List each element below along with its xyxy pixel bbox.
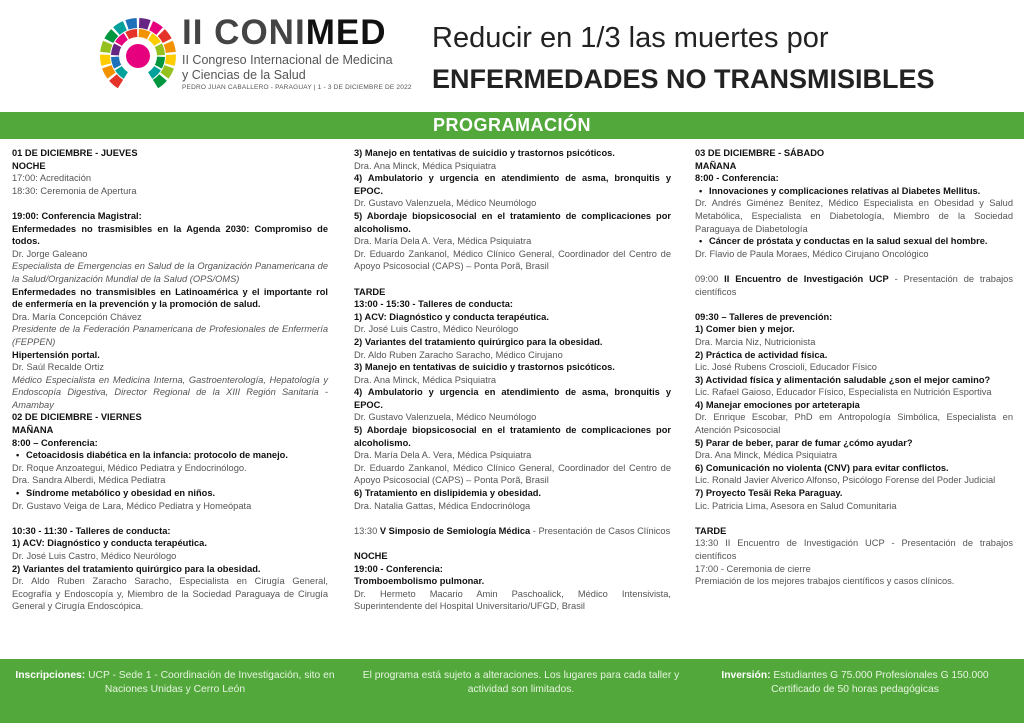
program-line: NOCHE <box>354 551 388 561</box>
program-line: 4) Manejar emociones por arteterapia <box>695 399 860 410</box>
program-line: 1) ACV: Diagnóstico y conducta terapéutica. <box>354 311 549 322</box>
program-line <box>354 525 671 538</box>
brand <box>182 14 412 91</box>
spacer <box>695 260 1013 273</box>
program-line: 2) Variantes del tratamiento quirúrgico para la obesidad. <box>12 563 261 574</box>
logo-segment <box>100 41 112 53</box>
program-line: Dr. Gustavo Valenzuela, Médico Neumólogo <box>354 412 537 423</box>
logo-segment <box>139 18 151 30</box>
program-line: • Innovaciones y complicaciones relativas al Diabetes Mellitus. <box>695 185 1013 198</box>
logo-segment <box>164 41 176 53</box>
spacer <box>695 298 1013 311</box>
program-line: Dr. Jorge Galeano <box>12 248 88 259</box>
program-line: Dr. Eduardo Zankanol, Médico Clínico General, Coordinador del Centro de Apoyo Psicosocial (CAPS) – Ponta Porã, Brasil <box>354 462 671 486</box>
program-line: Dra. Ana Minck, Médica Psiquiatra <box>695 450 838 461</box>
program-line: 17:00: Acreditación <box>12 173 92 184</box>
program-line: Dra. Sandra Alberdi, Médica Pediatra <box>12 475 166 486</box>
spacer <box>354 512 671 525</box>
logo-segment <box>165 54 176 65</box>
program-line: 3) Manejo en tentativas de suicidio y trastornos psicóticos. <box>354 148 615 158</box>
footer-inversion <box>700 669 1010 697</box>
program-line <box>695 273 1013 298</box>
programacion-banner: PROGRAMACIÓN <box>0 112 1024 139</box>
program-line: Dra. Marcia Niz, Nutricionista <box>695 336 816 347</box>
program-line: Lic. José Rubens Croscioli, Educador Físico <box>695 362 877 373</box>
inscripciones-text: UCP - Sede 1 - Coordinación de Investigación, sito en Naciones Unidas y Cerro León <box>88 670 335 695</box>
program-line: 8:00 - Conferencia: <box>695 173 779 184</box>
program-line: Dra. Natalia Gattas, Médica Endocrinóloga <box>354 500 531 511</box>
program-line: Dr. Aldo Ruben Zaracho Saracho, Especialista en Cirugía General, Ecografía y Endoscopía y, Miembro de la Sociedad Paraguaya de Cirugía General y Cirugía Endoscópica. <box>12 576 328 612</box>
program-line: 4) Ambulatorio y urgencia en atendimiento de asma, bronquitis y EPOC. <box>354 173 671 196</box>
program-line: 6) Comunicación no violenta (CNV) para evitar conflictos. <box>695 462 949 473</box>
slogan-line-1: Reducir en 1/3 las muertes por <box>432 22 829 54</box>
program-line: Dr. Eduardo Zankanol, Médico Clínico General, Coordinador del Centro de Apoyo Psicosocial (CAPS) – Ponta Porã, Brasil <box>354 248 671 272</box>
brand-title-suffix: MED <box>305 13 387 52</box>
event-name: II Encuentro de Investigación UCP <box>724 273 889 284</box>
program-line: Dra. María Dela A. Vera, Médica Psiquiatra <box>354 450 532 461</box>
logo-segment <box>155 57 165 69</box>
program-line: Enfermedades no trasmisibles en la Agenda 2030: Compromiso de todos. <box>12 223 328 247</box>
logo-segment <box>113 21 127 35</box>
inversion-label: Inversión: <box>721 670 771 681</box>
program-line: 19:00: Conferencia Magistral: <box>12 210 142 221</box>
program-line: Dr. Gustavo Valenzuela, Médico Neumólogo <box>354 198 537 209</box>
program-line: 8:00 – Conferencia: <box>12 437 98 448</box>
event-name: V Simposio de Semiología Médica <box>379 525 531 536</box>
program-line: Dra. Ana Minck, Médica Psiquiatra <box>354 374 497 385</box>
spacer <box>12 197 328 210</box>
program-line: TARDE <box>354 286 386 297</box>
program-line: Dr. Gustavo Veiga de Lara, Médico Pediatra y Homeópata <box>12 500 252 511</box>
program-line: Dr. Andrés Giménez Benítez, Médico Especialista en Obesidad y Salud Metabólica, Especialista en Diabetología, Miembro de la Sociedad Paraguaya de Diabetología <box>695 198 1013 234</box>
spacer <box>354 537 671 550</box>
logo-segment <box>111 57 121 69</box>
program-line: Dr. Aldo Ruben Zaracho Saracho, Médico Cirujano <box>354 349 563 360</box>
event-text: - Presentación de Casos Clínicos <box>530 525 671 536</box>
program-line: Hipertensión portal. <box>12 349 100 360</box>
program-line: Dr. Saúl Recalde Ortiz <box>12 362 104 373</box>
program-line: 19:00 - Conferencia: <box>354 563 443 574</box>
program-line: Médico Especialista en Medicina Interna, Gastroenterología, Hepatología y Endoscopía Digestiva, Director Regional de la XIII Región Sanitaria - Amambay <box>12 374 328 410</box>
brand-subtitle-2: y Ciencias de la Salud <box>182 68 306 82</box>
program-line: Enfermedades no transmisibles en Latinoamérica y el importante rol de enfermería en la prevención y la promoción de salud. <box>12 286 328 310</box>
program-column-2 <box>354 147 671 613</box>
program-line: 3) Actividad física y alimentación saludable ¿son el mejor camino? <box>695 374 991 385</box>
program-line: 5) Parar de beber, parar de fumar ¿cómo ayudar? <box>695 437 913 448</box>
program-line: 5) Abordaje biopsicosocial en el tratamiento de complicaciones por alcoholismo. <box>354 425 671 448</box>
program-line: • Cáncer de próstata y conductas en la salud sexual del hombre. <box>695 235 1013 248</box>
program-line: NOCHE <box>12 160 46 171</box>
footer-inscripciones <box>14 669 336 697</box>
program-line: 2) Variantes del tratamiento quirúrgico para la obesidad. <box>354 336 603 347</box>
program-line: Dra. María Concepción Chávez <box>12 311 142 322</box>
program-line: 13:00 - 15:30 - Talleres de conducta: <box>354 299 513 310</box>
program-line: 09:30 – Talleres de prevención: <box>695 311 833 322</box>
program-line: 18:30: Ceremonia de Apertura <box>12 185 137 196</box>
logo-segment <box>125 18 137 30</box>
program-line: Dr. José Luis Castro, Médico Neurólogo <box>12 551 177 561</box>
program-line: 3) Manejo en tentativas de suicidio y trastornos psicóticos. <box>354 362 615 373</box>
program-line: 13:30 II Encuentro de Investigación UCP - Presentación de trabajos científicos <box>695 538 1013 561</box>
program-line: Dra. María Dela A. Vera, Médica Psiquiatra <box>354 236 532 247</box>
logo-segment <box>111 43 121 55</box>
brand-subtitle-1: II Congreso Internacional de Medicina <box>182 53 393 67</box>
program-line: 5) Abordaje biopsicosocial en el tratamiento de complicaciones por alcoholismo. <box>354 210 671 234</box>
slogan-line-2: ENFERMEDADES NO TRANSMISIBLES <box>432 64 935 94</box>
program-line: Presidente de la Federación Panamericana de Profesionales de Enfermería (FEPPEN) <box>12 324 328 347</box>
program-line: TARDE <box>695 525 727 536</box>
congress-logo <box>98 16 178 96</box>
logo-segment <box>139 29 151 39</box>
program-line: MAÑANA <box>695 160 737 171</box>
program-line: 1) Comer bien y mejor. <box>695 324 795 335</box>
program-line: Dr. José Luis Castro, Médico Neurólogo <box>354 324 519 335</box>
brand-title-prefix: II CONI <box>182 13 306 52</box>
spacer <box>12 512 328 525</box>
program-line: Lic. Rafael Gaioso, Educador Físico, Especialista en Nutrición Esportiva <box>695 387 992 398</box>
program-column-1 <box>12 147 328 613</box>
program-line: • Síndrome metabólico y obesidad en niños. <box>12 487 328 500</box>
logo-segment <box>125 29 137 39</box>
program-line: 1) ACV: Diagnóstico y conducta terapéutica. <box>12 538 207 549</box>
event-text: 13:30 <box>354 525 380 536</box>
program-line: Dra. Ana Minck, Médica Psiquiatra <box>354 160 497 171</box>
footer-note: El programa está sujeto a alteraciones. Los lugares para cada taller y actividad son limitados. <box>362 670 680 695</box>
spacer <box>354 273 671 286</box>
brand-title <box>182 14 412 52</box>
program-line: 10:30 - 11:30 - Talleres de conducta: <box>12 525 171 536</box>
program-line: 17:00 - Ceremonia de cierre <box>695 563 811 574</box>
logo-segment <box>100 54 111 65</box>
program-line: Especialista de Emergencias en Salud de la Organización Panamericana de la Salud/Organización Mundial de la Salud (OPS/OMS) <box>12 261 328 284</box>
program-line: Dr. Flavio de Paula Moraes, Médico Cirujano Oncológico <box>695 248 929 259</box>
event-text: - Presentación de trabajos científicos <box>695 273 1013 297</box>
program-line: Lic. Ronald Javier Alverico Alfonso, Psicólogo Forense del Poder Judicial <box>695 475 996 486</box>
program-line: • Cetoacidosis diabética en la infancia: protocolo de manejo. <box>12 449 328 462</box>
program-line: 6) Tratamiento en dislipidemia y obesidad. <box>354 488 542 499</box>
program-line: 01 DE DICIEMBRE - JUEVES <box>12 148 138 158</box>
program-line: Premiación de los mejores trabajos científicos y casos clínicos. <box>695 576 955 587</box>
logo-segment <box>149 21 163 35</box>
program-line: 2) Práctica de actividad física. <box>695 349 828 360</box>
event-text: 09:00 <box>695 273 725 284</box>
spacer <box>695 512 1013 525</box>
inversion-text: Estudiantes G 75.000 Profesionales G 150.000 Certificado de 50 horas pedagógicas <box>771 670 989 695</box>
program-line: Dr. Enrique Escobar, PhD em Antropología Simbólica, Especialista en Atención Psicosocial <box>695 412 1013 436</box>
program-line: Lic. Patricia Lima, Asesora en Salud Comunitaria <box>695 500 897 511</box>
program-line: 4) Ambulatorio y urgencia en atendimiento de asma, bronquitis y EPOC. <box>354 387 671 410</box>
program-line: 7) Proyecto Tesãi Reka Paraguay. <box>695 488 843 499</box>
program-line: Dr. Roque Anzoategui, Médico Pediatra y Endocrinólogo. <box>12 462 247 473</box>
logo-center <box>126 44 150 68</box>
program-line: 02 DE DICIEMBRE - VIERNES <box>12 412 142 423</box>
slogan <box>432 20 935 98</box>
header <box>0 0 1024 112</box>
program-line: Dr. Hermeto Macario Amin Paschoalick, Médico Intensivista, Superintendente del Hospital Universitario/UFGD, Brasil <box>354 588 671 612</box>
program-line: Tromboembolismo pulmonar. <box>354 576 485 587</box>
brand-place: PEDRO JUAN CABALLERO - PARAGUAY | 1 - 3 DE DICIEMBRE DE 2022 <box>182 84 412 91</box>
footer <box>0 659 1024 723</box>
program-line: 03 DE DICIEMBRE - SÁBADO <box>695 148 825 158</box>
inscripciones-label: Inscripciones: <box>15 670 86 681</box>
logo-segment <box>155 43 165 55</box>
program-line: MAÑANA <box>12 425 54 436</box>
program-column-3 <box>695 147 1013 588</box>
